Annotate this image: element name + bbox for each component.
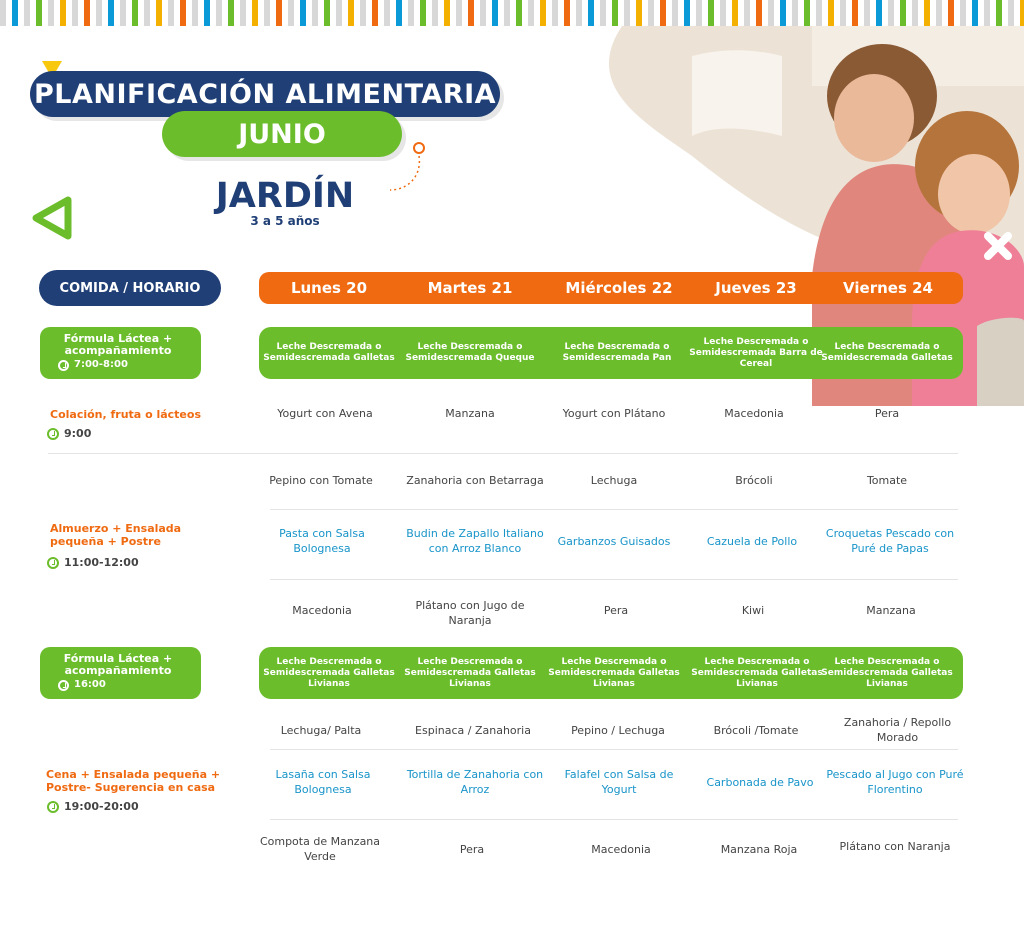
menu-cell: Kiwi [741,603,765,617]
menu-cell: Pera [603,603,629,617]
stripe-bar [624,0,630,26]
stripe-bar [252,0,258,26]
stripe-bar [792,0,798,26]
menu-cell: Pasta con Salsa Bolognesa [279,527,365,555]
stripe-bar [168,0,174,26]
menu-cell: Leche Descremada o Semidescremada Pan [562,342,672,363]
row-separator [270,509,958,510]
menu-cell: Leche Descremada o Semidescremada Barra de Cereal [689,336,823,369]
day-header-martes: Martes 21 [427,279,513,297]
stripe-bar [300,0,306,26]
formula-tarde-row [259,647,963,699]
clock-icon [58,360,69,371]
stripe-bar [444,0,450,26]
stripe-bar [468,0,474,26]
stripe-bar [552,0,558,26]
stripe-bar [216,0,222,26]
green-triangle-decoration [28,192,78,242]
menu-cell: Pera [459,842,485,856]
stripe-bar [288,0,294,26]
stripe-bar [600,0,606,26]
meal-label-text: Fórmula Láctea + acompañamiento [63,332,173,357]
stripe-bar [432,0,438,26]
stripe-bar [396,0,402,26]
stripe-bar [960,0,966,26]
stripe-bar [516,0,522,26]
menu-cell: Lechuga [590,473,638,487]
stripe-bar [864,0,870,26]
menu-cell: Lasaña con Salsa Bolognesa [275,768,371,796]
stripe-bar [828,0,834,26]
stripe-bar [60,0,66,26]
stripe-bar [384,0,390,26]
stripe-bar [996,0,1002,26]
menu-cell: Macedonia [292,603,352,617]
stripe-bar [336,0,342,26]
stripe-bar [372,0,378,26]
stripe-bar [480,0,486,26]
stripe-bar [912,0,918,26]
top-stripe-decoration [0,0,1024,26]
stripe-bar [936,0,942,26]
stripe-bar [276,0,282,26]
stripe-bar [156,0,162,26]
stripe-bar [816,0,822,26]
stripe-bar [192,0,198,26]
stripe-bar [588,0,594,26]
menu-cell: Brócoli /Tomate [713,723,799,737]
menu-cell: Leche Descremada o Semidescremada Galletas Livianas [263,656,395,689]
stripe-bar [420,0,426,26]
stripe-bar [324,0,330,26]
menu-cell: Leche Descremada o Semidescremada Galletas Livianas [404,656,536,689]
menu-cell: Garbanzos Guisados [557,534,671,548]
stripe-bar [72,0,78,26]
row-separator [270,819,958,820]
meal-time [40,679,201,691]
age-range: 3 a 5 años [250,214,320,228]
menu-cell: Plátano con Jugo de Naranja [415,599,525,627]
stripe-bar [852,0,858,26]
menu-cell: Cazuela de Pollo [706,534,798,548]
menu-cell: Leche Descremada o Semidescremada Queque [405,342,535,363]
menu-cell: Yogurt con Avena [277,406,373,420]
stripe-bar [744,0,750,26]
stripe-bar [672,0,678,26]
stripe-bar [408,0,414,26]
menu-cell: Tortilla de Zanahoria con Arroz [406,768,544,796]
meal-time-text: 7:00-8:00 [74,359,128,370]
stripe-bar [636,0,642,26]
menu-cell: Croquetas Pescado con Puré de Papas [825,527,955,555]
meal-time-text: 11:00-12:00 [64,556,139,569]
menu-cell: Manzana [866,603,916,617]
menu-cell: Falafel con Salsa de Yogurt [564,768,674,796]
menu-cell: Manzana [445,406,495,420]
stripe-bar [504,0,510,26]
menu-cell: Carbonada de Pavo [706,775,814,789]
stripe-bar [528,0,534,26]
meal-time-text: 19:00-20:00 [64,800,139,813]
stripe-bar [900,0,906,26]
menu-cell: Leche Descremada o Semidescremada Galletas [821,342,953,363]
stripe-bar [840,0,846,26]
menu-cell: Pepino con Tomate [269,473,373,487]
stripe-bar [924,0,930,26]
stripe-bar [120,0,126,26]
stripe-bar [492,0,498,26]
meal-time [40,359,201,371]
stripe-bar [780,0,786,26]
formula-manana-row [259,327,963,379]
stripe-bar [1008,0,1014,26]
stripe-bar [720,0,726,26]
stripe-bar [456,0,462,26]
day-header-jueves: Jueves 23 [715,279,797,297]
meal-time-cena [47,800,139,813]
clock-icon [58,680,69,691]
stripe-bar [228,0,234,26]
stripe-bar [648,0,654,26]
clock-icon [47,801,59,813]
menu-cell: Pera [874,406,900,420]
menu-cell: Macedonia [591,842,651,856]
stripe-bar [612,0,618,26]
stripe-bar [696,0,702,26]
row-separator [270,749,958,750]
stripe-bar [12,0,18,26]
menu-cell: Macedonia [724,406,784,420]
stripe-bar [348,0,354,26]
stripe-bar [756,0,762,26]
menu-cell: Budin de Zapallo Italiano con Arroz Blanco [406,527,544,555]
menu-cell: Zanahoria / Repollo Morado [843,716,952,744]
stripe-bar [804,0,810,26]
stripe-bar [144,0,150,26]
stripe-bar [972,0,978,26]
menu-cell: Manzana Roja [720,842,798,856]
stripe-bar [732,0,738,26]
menu-cell: Leche Descremada o Semidescremada Galletas Livianas [821,656,953,689]
menu-cell: Yogurt con Plátano [562,406,666,420]
menu-cell: Pescado al Jugo con Puré Florentino [826,768,964,796]
menu-cell: Lechuga/ Palta [280,723,362,737]
meal-time-almuerzo [47,556,139,569]
clock-icon [47,557,59,569]
stripe-bar [576,0,582,26]
stripe-bar [204,0,210,26]
stripe-bar [948,0,954,26]
stripe-bar [312,0,318,26]
stripe-bar [108,0,114,26]
stripe-bar [660,0,666,26]
menu-cell: Tomate [866,473,908,487]
row-separator [48,453,958,454]
day-header-viernes: Viernes 24 [843,279,933,297]
menu-cell: Leche Descremada o Semidescremada Galletas Livianas [691,656,823,689]
stripe-bar [984,0,990,26]
meal-time-text: 9:00 [64,427,92,440]
menu-cell: Pepino / Lechuga [571,723,665,737]
stripe-bar [84,0,90,26]
cross-decoration [982,230,1014,262]
menu-cell: Plátano con Naranja [839,839,951,853]
stripe-bar [564,0,570,26]
stripe-bar [36,0,42,26]
days-header [259,272,963,304]
menu-cell: Zanahoria con Betarraga [406,473,544,487]
stripe-bar [708,0,714,26]
meal-label-colacion: Colación, fruta o lácteos [50,408,201,421]
page-title: PLANIFICACIÓN ALIMENTARIA [30,71,500,117]
meal-label-cena: Cena + Ensalada pequeña + Postre- Sugerencia en casa [46,768,221,794]
meal-label-formula-manana [40,327,201,379]
stripe-bar [540,0,546,26]
day-header-lunes: Lunes 20 [290,279,368,297]
menu-cell: Brócoli [735,473,773,487]
stripe-bar [48,0,54,26]
meal-label-text: Fórmula Láctea + acompañamiento [63,652,173,677]
meal-time-text: 16:00 [74,679,106,690]
stripe-bar [24,0,30,26]
stripe-bar [0,0,6,26]
day-header-miercoles: Miércoles 22 [565,279,673,297]
meal-label-formula-tarde [40,647,201,699]
stripe-bar [132,0,138,26]
stripe-bar [1020,0,1024,26]
stripe-bar [876,0,882,26]
level-title: JARDÍN [215,176,355,216]
meal-time-colacion [47,427,91,440]
stripe-bar [768,0,774,26]
stripe-bar [240,0,246,26]
stripe-bar [360,0,366,26]
meal-label-almuerzo: Almuerzo + Ensalada pequeña + Postre [50,522,182,548]
stripe-bar [264,0,270,26]
menu-cell: Espinaca / Zanahoria [415,723,531,737]
stripe-bar [96,0,102,26]
menu-cell: Leche Descremada o Semidescremada Galletas Livianas [548,656,680,689]
clock-icon [47,428,59,440]
month-title: JUNIO [162,111,402,157]
comida-horario-header: COMIDA / HORARIO [39,270,221,306]
stripe-bar [684,0,690,26]
menu-cell: Compota de Manzana Verde [259,835,381,863]
menu-cell: Leche Descremada o Semidescremada Galletas [263,342,395,363]
stripe-bar [888,0,894,26]
stripe-bar [180,0,186,26]
row-separator [270,579,958,580]
